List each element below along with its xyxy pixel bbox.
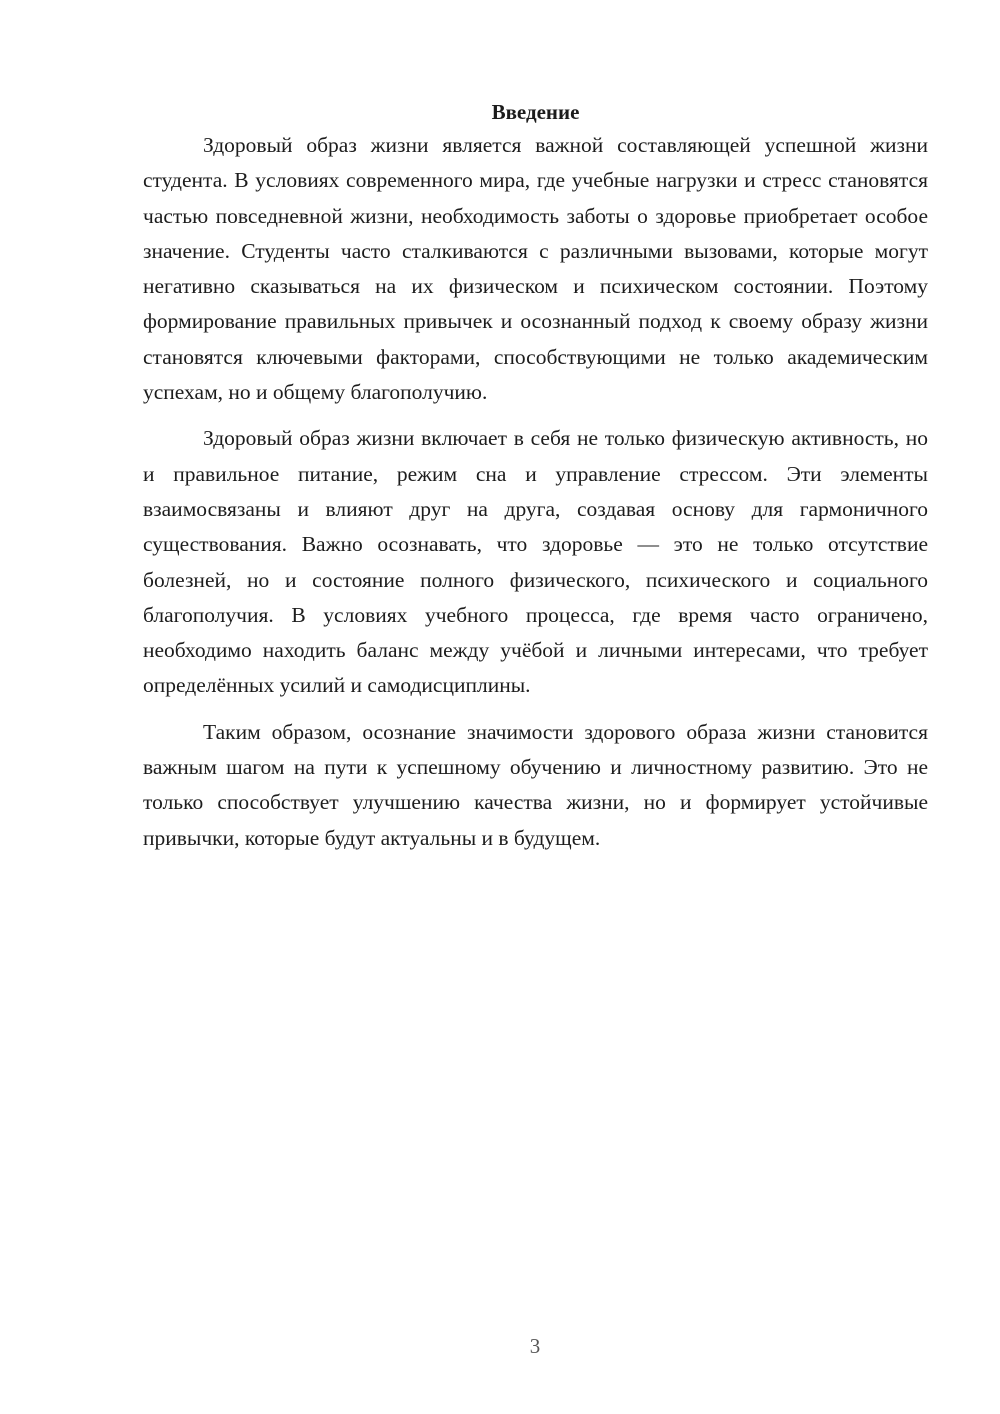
paragraph-1: Здоровый образ жизни является важной составляющей успешной жизни студента. В условиях современного мира, где учебные нагрузки и стресс становятся частью повседневной жизни, необходимость заботы о здоровье приобретает особое значение. Студенты часто сталкиваются с различными вызовами, которые могут негативно сказываться на их физическом и психическом состоянии. Поэтому формирование правильных привычек и осознанный подход к своему образу жизни становятся ключевыми факторами, способствующими не только академическим успехам, но и общему благополучию. <box>143 133 928 405</box>
page-number: 3 <box>529 1334 541 1358</box>
paragraph-3: Таким образом, осознание значимости здорового образа жизни становится важным шагом на пути к успешному обучению и личностному развитию. Это не только способствует улучшению качества жизни, но и формирует устойчивые привычки, которые будут актуальны и в будущем. <box>143 719 928 850</box>
paragraph-2: Здоровый образ жизни включает в себя не только физическую активность, но и правильное питание, режим сна и управление стрессом. Эти элементы взаимосвязаны и влияют друг на друга, создавая основу для гармоничного существования. Важно осознавать, что здоровье — это не только отсутствие болезней, но и состояние полного физического, психического и социального благополучия. В условиях учебного процесса, где время часто ограничено, необходимо находить баланс между учёбой и личными интересами, что требует определённых усилий и самодисциплины. <box>143 426 928 698</box>
section-heading: Введение <box>491 100 580 124</box>
document-body <box>143 96 928 867</box>
